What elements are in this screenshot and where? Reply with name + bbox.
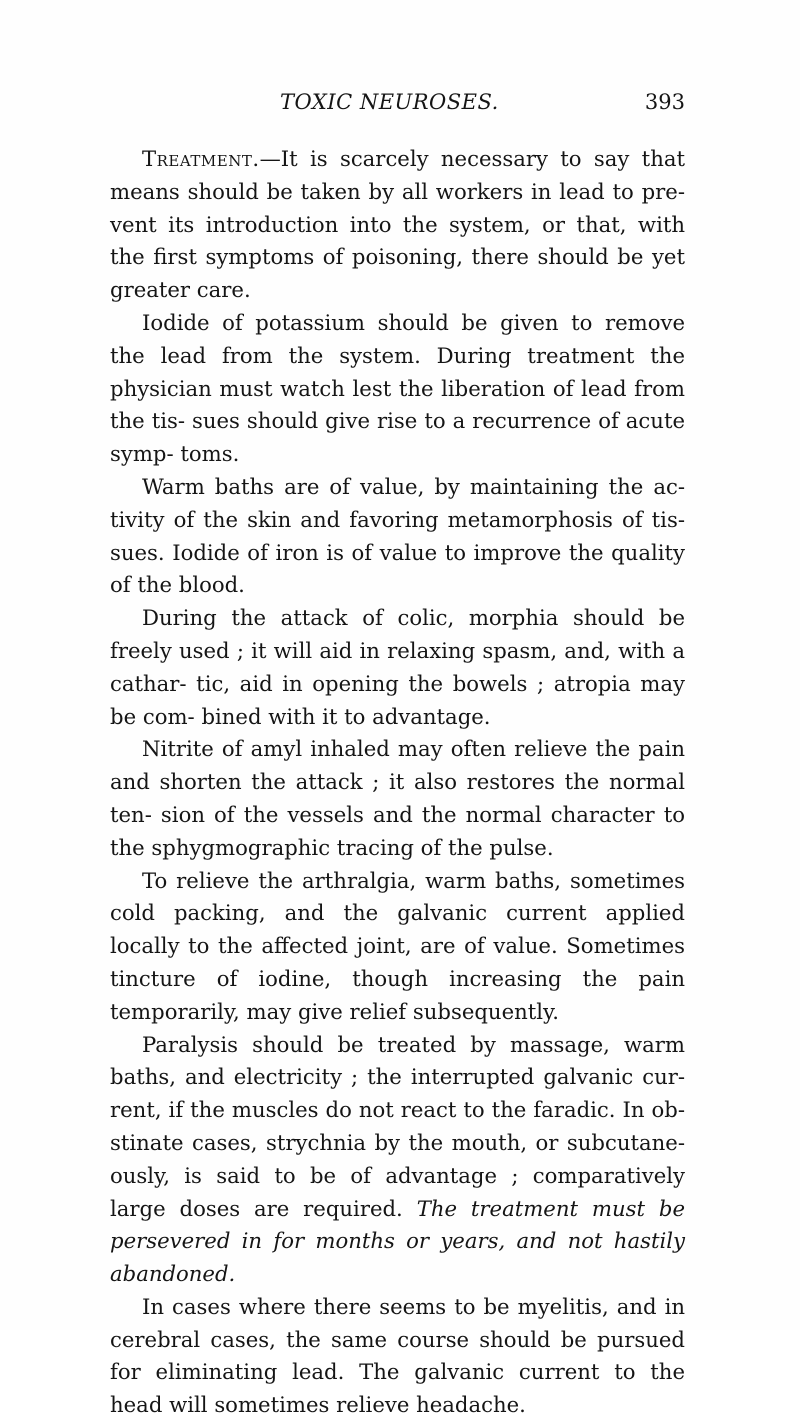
paragraph-colic: During the attack of colic, morphia should be freely used ; it will aid in relaxing spasm, and, with a cathar- tic, aid in opening the bowels ; atropia may be com- bined with it to advantage.: [110, 605, 685, 729]
paragraph-text: —It is scarcely necessary to say that means should be taken by all workers in lead to pre- vent its introduction into the system, or that, with the first symptoms of poisoning, there should be yet greater care.: [110, 146, 685, 303]
emphasis-text: The treatment must be persevered in for months or years, and not hastily abandoned.: [110, 1195, 685, 1287]
paragraph-arthralgia: To relieve the arthralgia, warm baths, sometimes cold packing, and the galvanic current applied locally to the affected joint, are of value. Sometimes tincture of iodine, though increasing the pain temporarily, may give relief subsequently.: [110, 867, 685, 1024]
page-header: [110, 90, 685, 124]
section-lead: Treatment.: [142, 146, 260, 171]
paragraph-text: Paralysis should be treated by massage, warm baths, and electricity ; the interrupted galvanic cur- rent, if the muscles do not react to the faradic. In ob- stinate cases, strychnia by the mouth, or subcutane- ously, is said to be of advantage ; comparatively large doses are required.: [110, 1031, 685, 1221]
paragraph-myelitis: In cases where there seems to be myelitis, and in cerebral cases, the same course should be pursued for eliminating lead. The galvanic current to the head will sometimes relieve headache.: [110, 1293, 685, 1418]
paragraph-iodide-potassium: Iodide of potassium should be given to remove the lead from the system. During treatment the physician must watch lest the liberation of lead from the tis- sues should give rise to a recurrence of acute symp- toms.: [110, 309, 685, 467]
paragraph-warm-baths: Warm baths are of value, by maintaining the ac- tivity of the skin and favoring metamorphosis of tis- sues. Iodide of iron is of value to improve the quality of the blood.: [110, 473, 685, 598]
paragraph-nitrite-amyl: Nitrite of amyl inhaled may often relieve the pain and shorten the attack ; it also restores the normal ten- sion of the vessels and the normal character to the sphygmographic tracing of the pulse.: [110, 736, 685, 860]
body-text: [110, 143, 685, 1422]
page-number: 393: [644, 90, 685, 114]
paragraph-paralysis: [110, 1029, 685, 1291]
paragraph-treatment: [110, 143, 685, 307]
running-title: TOXIC NEUROSES.: [280, 90, 499, 114]
